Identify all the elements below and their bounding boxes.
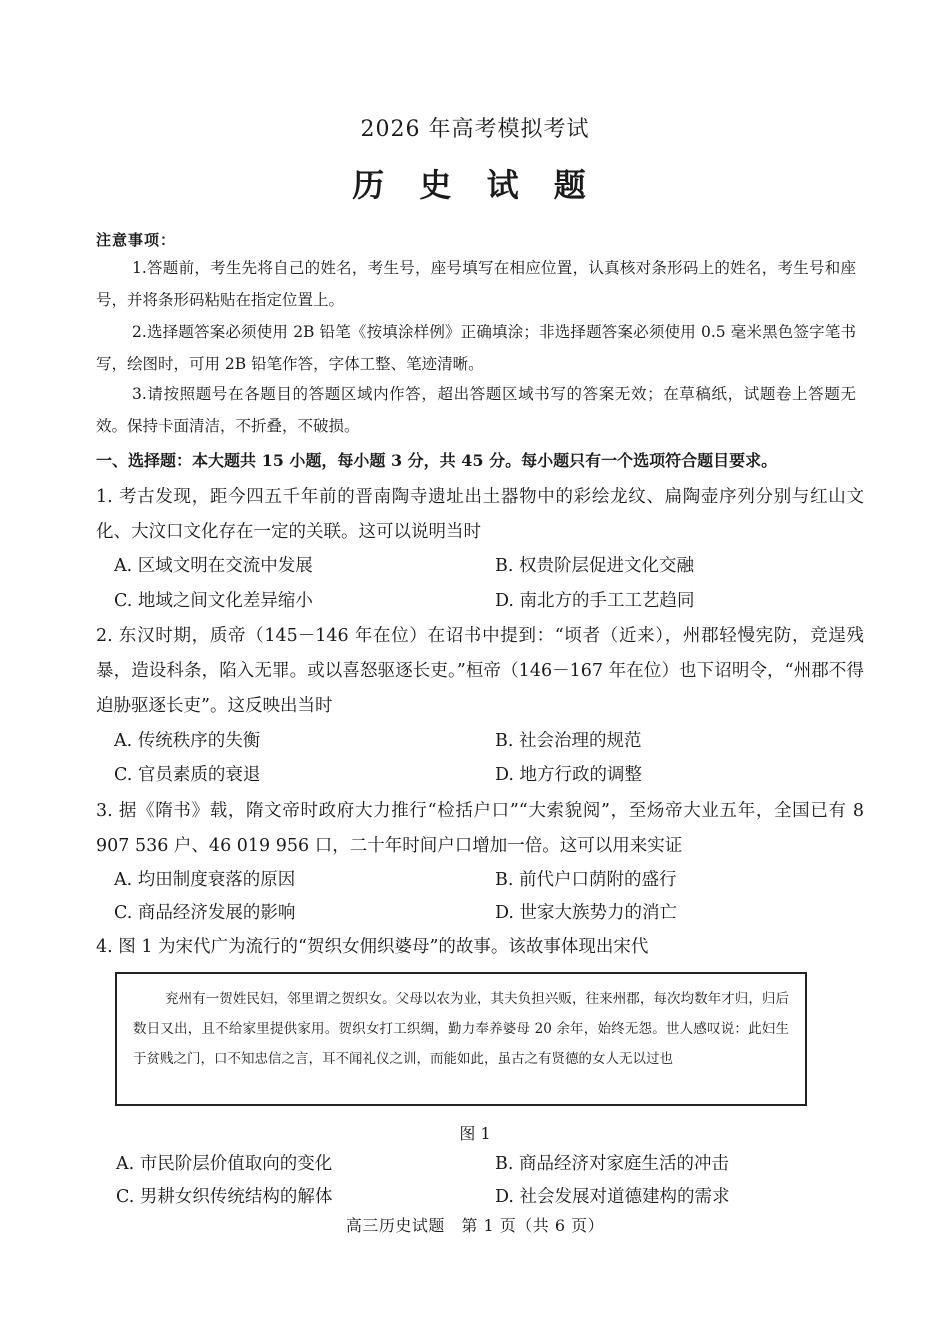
question-1-option-c: C. 地域之间文化差异缩小: [114, 591, 313, 611]
question-2-option-c: C. 官员素质的衰退: [114, 765, 261, 785]
section-heading: 一、选择题：本大题共 15 小题，每小题 3 分，共 45 分。每小题只有一个选项符合题目要求。: [96, 451, 778, 470]
notice-item-2: 2.选择题答案必须使用 2B 铅笔《按填涂样例》正确填涂；非选择题答案必须使用 0.5 毫米黑色签字笔书写，绘图时，可用 2B 铅笔作答，字体工整、笔迹清晰。: [96, 323, 856, 373]
question-3-option-b: B. 前代户口荫附的盛行: [495, 870, 677, 890]
page-footer: 高三历史试题 第 1 页（共 6 页）: [345, 1216, 605, 1235]
question-2-option-d: D. 地方行政的调整: [495, 765, 643, 785]
question-1-option-b: B. 权贵阶层促进文化交融: [495, 556, 694, 576]
question-1-option-a: A. 区域文明在交流中发展: [114, 556, 313, 576]
question-4-option-c: C. 男耕女织传统结构的解体: [116, 1187, 333, 1207]
question-1-option-d: D. 南北方的手工工艺趋同: [495, 591, 695, 611]
question-4-option-a: A. 市民阶层价值取向的变化: [116, 1154, 333, 1174]
question-2-option-b: B. 社会治理的规范: [495, 731, 642, 751]
question-3-stem: 3. 据《隋书》载，隋文帝时政府大力推行“检括户口”“大索貌阅”，至炀帝大业五年，全国已有 8 907 536 户、46 019 956 口，二十年时间户口增加一倍。这可以用来实证: [96, 801, 864, 856]
notice-item-1: 1.答题前，考生先将自己的姓名，考生号，座号填写在相应位置，认真核对条形码上的姓名，考生号和座号，并将条形码粘贴在指定位置上。: [96, 259, 856, 309]
notice-heading: 注意事项：: [96, 231, 177, 249]
question-1-stem: 1. 考古发现，距今四五千年前的晋南陶寺遗址出土器物中的彩绘龙纹、扁陶壶序列分别与红山文化、大汶口文化存在一定的关联。这可以说明当时: [96, 487, 864, 542]
question-3-option-a: A. 均田制度衰落的原因: [114, 870, 296, 890]
question-4-stem: 4. 图 1 为宋代广为流行的“贺织女佣织婆母”的故事。该故事体现出宋代: [96, 937, 649, 957]
question-3-option-c: C. 商品经济发展的影响: [114, 903, 296, 923]
notice-item-3: 3.请按照题号在各题目的答题区域内作答，超出答题区域书写的答案无效；在草稿纸，试题卷上答题无效。保持卡面清洁，不折叠，不破损。: [96, 385, 856, 435]
question-2-stem: 2. 东汉时期，质帝（145－146 年在位）在诏书中提到：“顷者（近来），州郡轻慢宪防，竞逞残暴，造设科条，陷入无罪。或以喜怒驱逐长吏。”桓帝（146－167 年在位）也下诏明令，“州郡不得迫胁驱逐长吏”。这反映出当时: [96, 626, 864, 716]
figure-1-quote-text: 兖州有一贺姓民妇，邻里谓之贺织女。父母以农为业，其夫负担兴贩，往来州郡，每次均数年才归，归后数日又出，且不给家里提供家用。贺织女打工织绸，勤力奉养婆母 20 余年，始终无怨。世人感叹说：此妇生于贫贱之门，口不知忠信之言，耳不闻礼仪之训，而能如此，虽古之有贤德的女人无以过也: [133, 991, 789, 1067]
subject-title: 历 史 试 题: [352, 166, 598, 204]
question-4-option-d: D. 社会发展对道德建构的需求: [495, 1187, 730, 1207]
question-3-option-d: D. 世家大族势力的消亡: [495, 903, 678, 923]
exam-title: 2026 年高考模拟考试: [360, 117, 590, 142]
figure-1-quote-box: [115, 972, 807, 1106]
figure-1-caption: 图 1: [459, 1124, 491, 1143]
question-4-option-b: B. 商品经济对家庭生活的冲击: [495, 1154, 729, 1174]
question-2-option-a: A. 传统秩序的失衡: [114, 731, 261, 751]
